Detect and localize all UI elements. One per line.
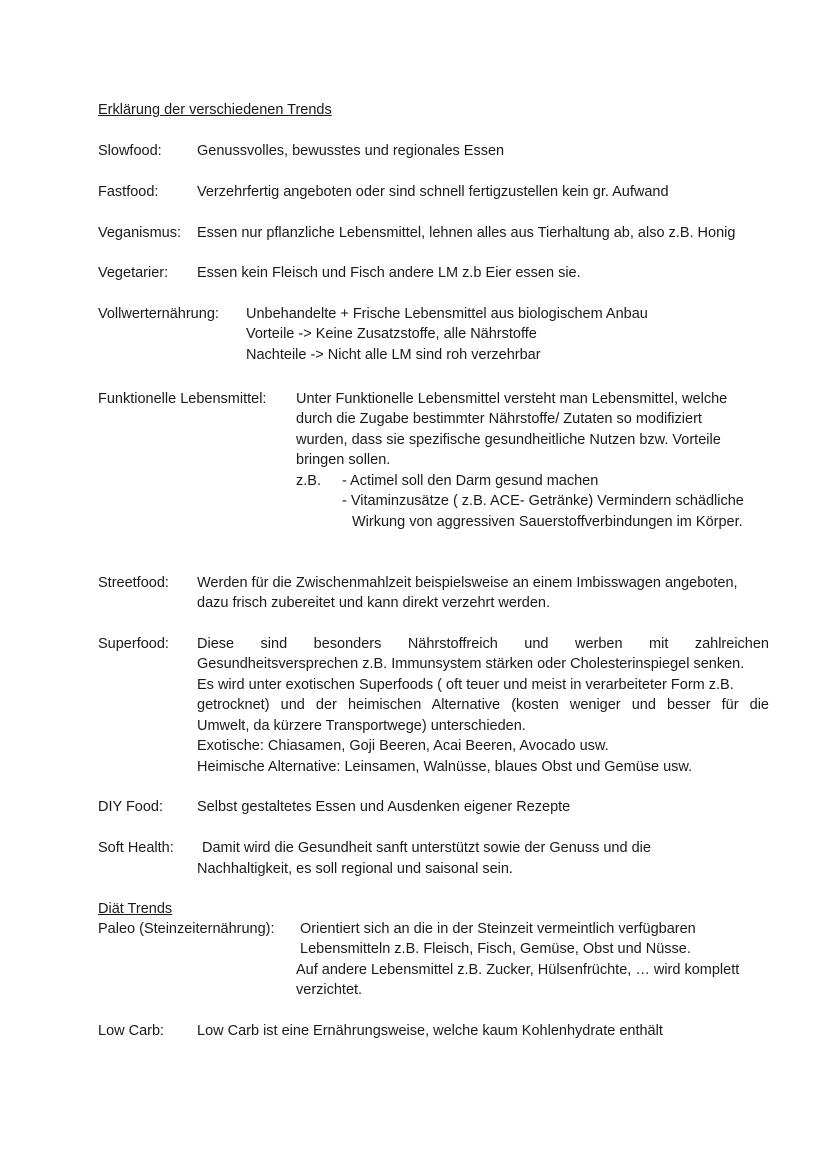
- def-superfood-line: Gesundheitsversprechen z.B. Immunsystem stärken oder Cholesterinspiegel senken.: [197, 656, 745, 672]
- def-slowfood: Genussvolles, bewusstes und regionales Essen: [197, 143, 505, 159]
- def-paleo-line: Lebensmitteln z.B. Fleisch, Fisch, Gemüse, Obst und Nüsse.: [300, 941, 691, 957]
- term-superfood: Superfood:: [98, 636, 169, 652]
- def-superfood-line: Es wird unter exotischen Superfoods ( oft teuer und meist in verarbeiteter Form z.B.: [197, 677, 734, 693]
- funktionell-example: - Vitaminzusätze ( z.B. ACE- Getränke) Vermindern schädliche: [342, 493, 744, 509]
- term-softhealth: Soft Health:: [98, 840, 174, 856]
- def-vollwert-line: Nachteile -> Nicht alle LM sind roh verzehrbar: [246, 347, 541, 363]
- term-veganismus: Veganismus:: [98, 225, 182, 241]
- def-superfood-line: getrocknet) und der heimischen Alternative (kosten weniger und besser für die: [197, 697, 769, 713]
- funktionell-example: - Actimel soll den Darm gesund machen: [342, 473, 599, 489]
- term-diy: DIY Food:: [98, 799, 164, 815]
- def-lowcarb: Low Carb ist eine Ernährungsweise, welche kaum Kohlenhydrate enthält: [197, 1023, 663, 1039]
- def-superfood-line: Exotische: Chiasamen, Goji Beeren, Acai Beeren, Avocado usw.: [197, 738, 609, 754]
- def-superfood-line: Umwelt, da kürzere Transportwege) unterschieden.: [197, 718, 526, 734]
- funktionell-zb-label: z.B.: [296, 473, 321, 489]
- document-title: Erklärung der verschiedenen Trends: [98, 102, 332, 118]
- def-funktionell-line: bringen sollen.: [296, 452, 391, 468]
- term-funktionell: Funktionelle Lebensmittel:: [98, 391, 267, 407]
- def-paleo-line: verzichtet.: [296, 982, 363, 998]
- def-vollwert-line: Unbehandelte + Frische Lebensmittel aus biologischem Anbau: [246, 306, 648, 322]
- def-funktionell-line: durch die Zugabe bestimmter Nährstoffe/ Zutaten so modifiziert: [296, 411, 702, 427]
- def-vollwert-line: Vorteile -> Keine Zusatzstoffe, alle Nährstoffe: [246, 326, 537, 342]
- def-diy: Selbst gestaltetes Essen und Ausdenken eigener Rezepte: [197, 799, 571, 815]
- def-softhealth-line: Damit wird die Gesundheit sanft unterstützt sowie der Genuss und die: [202, 840, 651, 856]
- diaet-trends-heading: Diät Trends: [98, 901, 173, 917]
- term-streetfood: Streetfood:: [98, 575, 169, 591]
- term-fastfood: Fastfood:: [98, 184, 159, 200]
- term-paleo: Paleo (Steinzeiternährung):: [98, 921, 275, 937]
- def-streetfood-line: dazu frisch zubereitet und kann direkt verzehrt werden.: [197, 595, 551, 611]
- def-paleo-line: Orientiert sich an die in der Steinzeit vermeintlich verfügbaren: [300, 921, 696, 937]
- term-lowcarb: Low Carb:: [98, 1023, 165, 1039]
- def-veganismus: Essen nur pflanzliche Lebensmittel, lehnen alles aus Tierhaltung ab, also z.B. Honig: [197, 225, 736, 241]
- def-superfood-line: Diese sind besonders Nährstoffreich und werben mit zahlreichen: [197, 636, 769, 652]
- term-slowfood: Slowfood:: [98, 143, 162, 159]
- def-fastfood: Verzehrfertig angeboten oder sind schnell fertigzustellen kein gr. Aufwand: [197, 184, 669, 200]
- funktionell-example: Wirkung von aggressiven Sauerstoffverbindungen im Körper.: [352, 514, 743, 530]
- def-superfood-line: Heimische Alternative: Leinsamen, Walnüsse, blaues Obst und Gemüse usw.: [197, 759, 693, 775]
- def-paleo-line: Auf andere Lebensmittel z.B. Zucker, Hülsenfrüchte, … wird komplett: [296, 962, 740, 978]
- def-softhealth-line: Nachhaltigkeit, es soll regional und saisonal sein.: [197, 861, 513, 877]
- def-funktionell-line: wurden, dass sie spezifische gesundheitliche Nutzen bzw. Vorteile: [296, 432, 721, 448]
- term-vegetarier: Vegetarier:: [98, 265, 169, 281]
- def-funktionell-line: Unter Funktionelle Lebensmittel versteht man Lebensmittel, welche: [296, 391, 728, 407]
- def-vegetarier: Essen kein Fleisch und Fisch andere LM z.b Eier essen sie.: [197, 265, 581, 281]
- term-vollwert: Vollwerternährung:: [98, 306, 219, 322]
- def-streetfood-line: Werden für die Zwischenmahlzeit beispielsweise an einem Imbisswagen angeboten,: [197, 575, 738, 591]
